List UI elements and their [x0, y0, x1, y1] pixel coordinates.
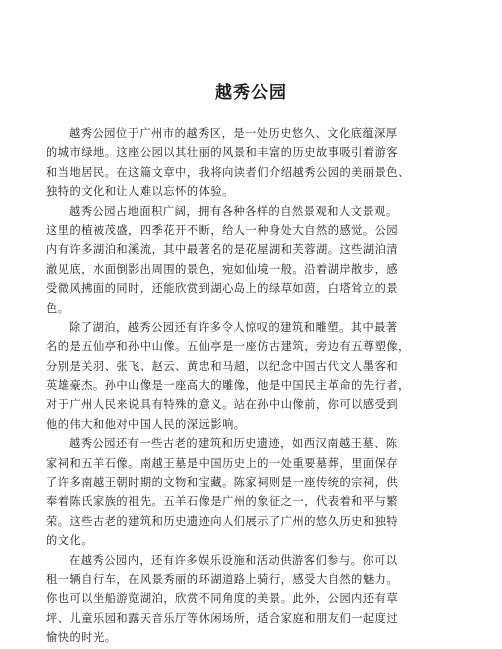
paragraph-line: 名的是五仙亭和孙中山像。五仙亭是一座仿古建筑，旁边有五尊塑像， — [46, 340, 410, 354]
paragraph-line: 你也可以坐船游览湖泊，欣赏不同角度的美景。此外，公园内还有草 — [46, 592, 399, 606]
paragraph-line: 受微风拂面的同时，还能欣赏到湖心岛上的绿草如茵，白塔耸立的景 — [46, 282, 399, 296]
paragraph-line: 色。 — [46, 301, 70, 315]
paragraph-line: 越秀公园位于广州市的越秀区，是一处历史悠久、文化底蕴深厚 — [69, 127, 398, 140]
paragraph-line: 和当地居民。在这篇文章中，我将向读者们介绍越秀公园的美丽景色、 — [46, 165, 410, 179]
paragraph-line: 的城市绿地。这座公园以其壮丽的风景和丰富的历史故事吸引着游客 — [46, 146, 399, 160]
paragraph-line: 英雄豪杰。孙中山像是一座高大的雕像，他是中国民主革命的先行者， — [46, 379, 410, 393]
paragraph-line: 愉快的时光。 — [46, 631, 117, 645]
paragraph-line: 对于广州人民来说具有特殊的意义。站在孙中山像前，你可以感受到 — [46, 398, 399, 412]
paragraph-line: 分别是关羽、张飞、赵云、黄忠和马超，以纪念中国古代文人墨客和 — [46, 359, 399, 373]
paragraph-line: 了许多南越王朝时期的文物和宝藏。陈家祠则是一座传统的宗祠，供 — [46, 476, 399, 490]
paragraph-line: 内有许多湖泊和溪流，其中最著名的是花屋湖和芙蓉湖。这些湖泊清 — [46, 243, 399, 257]
article-body — [46, 124, 462, 648]
paragraph-line: 越秀公园占地面积广阔，拥有各种各样的自然景观和人文景观。 — [69, 204, 398, 218]
paragraph-line: 租一辆自行车，在风景秀丽的环湖道路上骑行，感受大自然的魅力。 — [46, 572, 399, 586]
paragraph-line: 在越秀公园内，还有许多娱乐设施和活动供游客们参与。你可以 — [69, 553, 398, 567]
paragraph-line: 这里的植被茂盛，四季花开不断，给人一种身处大自然的感觉。公园 — [46, 223, 399, 237]
paragraph-line: 荣。这些古老的建筑和历史遗迹向人们展示了广州的悠久历史和独特 — [46, 514, 399, 528]
page-title: 越秀公园 — [215, 83, 287, 103]
paragraph-line: 独特的文化和让人难以忘怀的体验。 — [46, 185, 234, 199]
paragraph-line: 他的伟大和他对中国人民的深远影响。 — [46, 417, 246, 431]
paragraph-line: 家祠和五羊石像。南越王墓是中国历史上的一处重要墓葬，里面保存 — [46, 456, 399, 470]
paragraph-line: 越秀公园还有一些古老的建筑和历史遗迹，如西汉南越王墓、陈 — [69, 437, 398, 451]
paragraph-line: 的文化。 — [46, 534, 93, 548]
paragraph-line: 坪、儿童乐园和露天音乐厅等休闲场所，适合家庭和朋友们一起度过 — [46, 611, 399, 625]
paragraph-line: 澈见底，水面倒影出周围的景色，宛如仙境一般。沿着湖岸散步，感 — [46, 262, 399, 276]
paragraph-line: 奉着陈氏家族的祖先。五羊石像是广州的象征之一，代表着和平与繁 — [46, 495, 399, 509]
paragraph-line: 除了湖泊，越秀公园还有许多令人惊叹的建筑和雕塑。其中最著 — [69, 320, 398, 334]
